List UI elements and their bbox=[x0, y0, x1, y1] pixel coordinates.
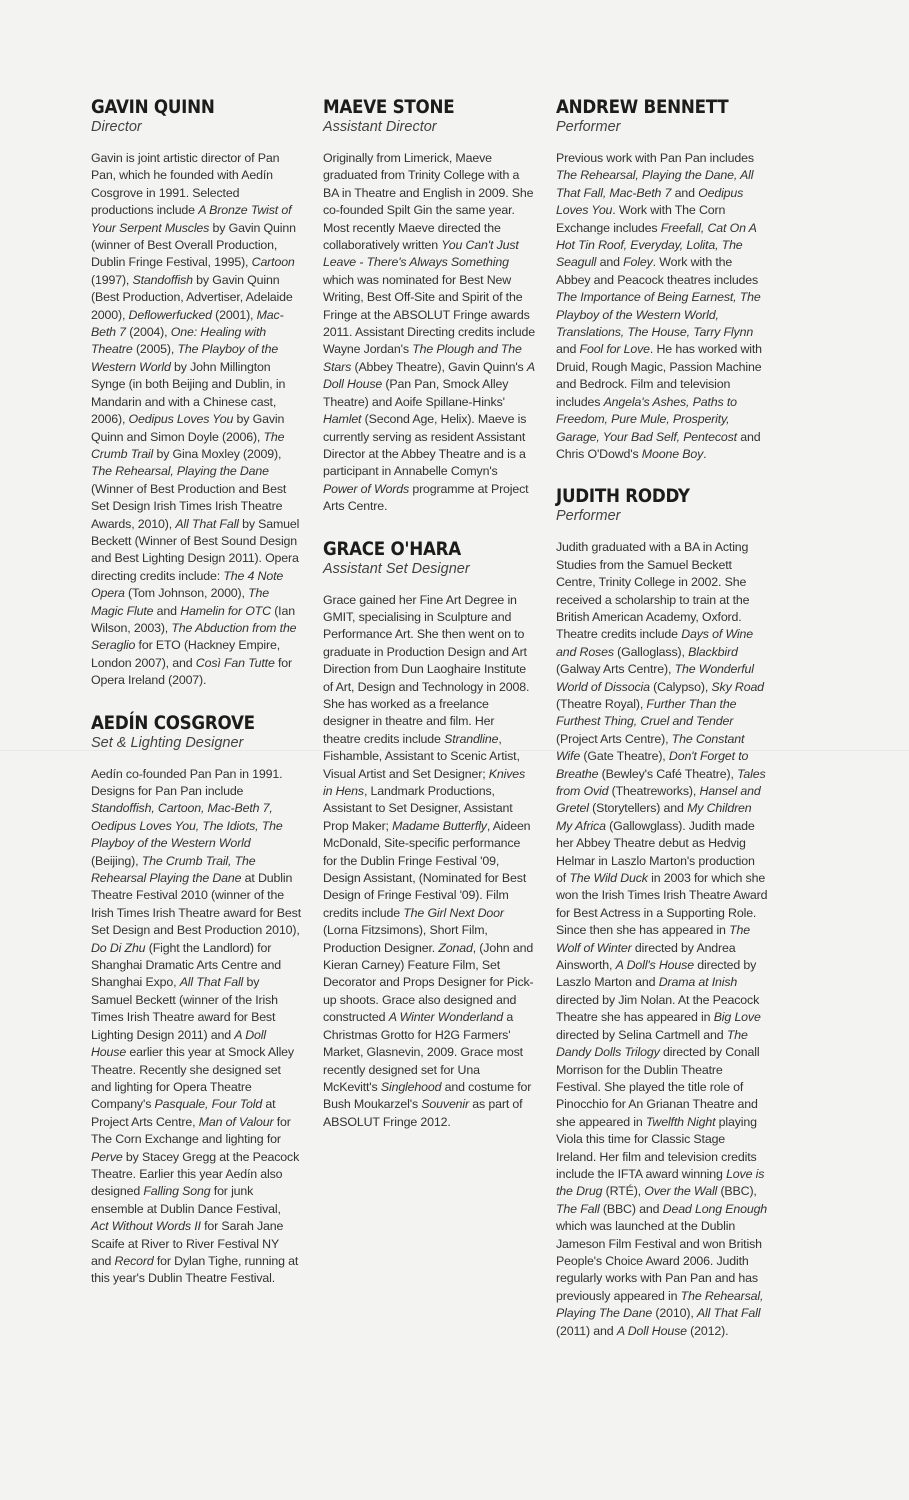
work-title: Twelfth Night bbox=[645, 1114, 716, 1129]
work-title: The Abduction from the Seraglio bbox=[91, 620, 297, 653]
work-title: Singlehood bbox=[380, 1079, 442, 1094]
work-title: Knives in Hens bbox=[323, 766, 526, 798]
bio-run: for The Corn Exchange and lighting for bbox=[91, 1114, 291, 1147]
work-title: The Rehearsal, Playing the Dane, All That Fall, Mac-Beth 7 bbox=[556, 168, 754, 200]
work-title: Così Fan Tutte bbox=[195, 655, 275, 670]
bio-run: as part of ABSOLUT Fringe 2012. bbox=[323, 1097, 523, 1129]
work-title: Further Than the Furthest Thing, Cruel and Tender bbox=[556, 696, 737, 729]
bio-run: directed by Laszlo Marton and bbox=[556, 958, 757, 990]
work-title: Standoffish bbox=[132, 272, 193, 287]
bio-run: directed by Conall Morrison for the Dublin Theatre Festival. She played the title role of Pinocchio for An Grianan Theatre and she appeared in bbox=[556, 1045, 760, 1129]
bio-run: , Fishamble, Assistant to Scenic Artist, Visual Artist and Set Designer; bbox=[323, 731, 520, 781]
bio-run: programme at Project Arts Centre. bbox=[323, 481, 529, 514]
work-title: Angela's Ashes, Paths to Freedom, Pure Mule, Prosperity, Garage, Your Bad Self, Pentecost bbox=[556, 394, 737, 444]
bio-run: (Beijing), bbox=[91, 853, 142, 868]
bio-run: Judith graduated with a BA in Acting Studies from the Samuel Beckett Centre, Trinity College in 2002. She received a scholarship to train at the British American Academy, Oxford. Theatre credits include bbox=[556, 540, 750, 642]
bio-run: by Stacey Gregg at the Peacock Theatre. Earlier this year Aedín also designed bbox=[91, 1149, 300, 1199]
bio-text bbox=[323, 150, 535, 516]
work-title: Deflowerfucked bbox=[128, 307, 212, 322]
bio-run: . bbox=[703, 446, 707, 461]
bio-run: (2012). bbox=[686, 1323, 729, 1338]
column-1 bbox=[91, 96, 301, 1310]
bio-run: by Gavin Quinn (winner of Best Overall Production, Dublin Fringe Festival, 1995), bbox=[91, 220, 296, 270]
bio-run: (2005), bbox=[132, 342, 178, 357]
work-title: The Fall bbox=[556, 1201, 600, 1216]
work-title: Freefall, Cat On A Hot Tin Roof, Everyday, Lolita, The Seagull bbox=[556, 220, 757, 270]
bio-run: (Fight the Landlord) for Shanghai Dramatic Arts Centre and Shanghai Expo, bbox=[91, 940, 281, 990]
person-role: Assistant Set Designer bbox=[323, 560, 470, 577]
bio-run: and bbox=[153, 603, 181, 618]
work-title: Big Love bbox=[713, 1010, 761, 1025]
work-title: Pasquale, Four Told bbox=[154, 1097, 263, 1112]
work-title: Sky Road bbox=[711, 679, 764, 694]
work-title: Standoffish, Cartoon, Mac-Beth 7, Oedipus Loves You, The Idiots, The Playboy of the Western World bbox=[91, 801, 283, 851]
work-title: A Bronze Twist of Your Serpent Muscles bbox=[91, 203, 292, 235]
work-title: A Doll House bbox=[323, 359, 535, 392]
bio-run: (1997), bbox=[91, 272, 133, 287]
bio-text bbox=[91, 766, 301, 1288]
bio-run: (Tom Johnson, 2000), bbox=[124, 586, 249, 601]
bio-run: earlier this year at Smock Alley Theatre. Recently she designed set and lighting for Opera Theatre Company's bbox=[91, 1045, 294, 1112]
bio-run: . Work with the Abbey and Peacock theatres includes bbox=[556, 255, 759, 287]
person-role: Director bbox=[91, 119, 142, 135]
person-role: Set & Lighting Designer bbox=[91, 734, 244, 751]
work-title: Days of Wine and Roses bbox=[556, 627, 753, 659]
bio-run: (Project Arts Centre), bbox=[556, 731, 672, 746]
bio-run: by John Millington Synge (in both Beijing and Dublin, in Mandarin and with a Chinese cast, 2006), bbox=[91, 359, 286, 427]
work-title: Man of Valour bbox=[198, 1114, 274, 1129]
bio-run: Grace gained her Fine Art Degree in GMIT, specialising in Sculpture and Performance Art. She then went on to graduate in Production Design and Art Direction from Dun Laoghaire Institute of Art, Design and Technology in 2008. She has worked as a freelance designer in theatre and film. Her theatre credits include bbox=[323, 592, 530, 746]
bio-run: by Samuel Beckett (winner of the Irish Times Irish Theatre award for Best Lighting Design 2011) and bbox=[91, 975, 278, 1042]
bio-run: Originally from Limerick, Maeve graduated from Trinity College with a BA in Theatre and English in 2009. She co-founded Spilt Gin the same year. Most recently Maeve directed the collaboratively written bbox=[323, 151, 534, 253]
work-title: Hamelin for OTC bbox=[180, 603, 271, 618]
bio-run: which was nominated for Best New Writing, Best Off-Site and Spirit of the Fringe at the ABSOLUT Fringe awards 2011. Assistant Directing credits include Wayne Jordan's bbox=[323, 272, 535, 357]
bio-run: Previous work with Pan Pan includes bbox=[556, 151, 754, 165]
work-title: The Dandy Dolls Trilogy bbox=[556, 1027, 748, 1060]
bio-run: which was launched at the Dublin Jameson Film Festival and won British People's Choice Award 2006. Judith regularly works with Pan Pan and has previously appeared in bbox=[556, 1219, 762, 1303]
bio-run: by Gina Moxley (2009), bbox=[153, 446, 282, 461]
person-name: GRACE O'HARA bbox=[323, 537, 461, 560]
bio-grace-ohara bbox=[323, 538, 535, 1132]
bio-run: (Gate Theatre), bbox=[580, 749, 669, 764]
bio-text bbox=[556, 539, 768, 1340]
work-title: The Playboy of the Western World bbox=[91, 342, 279, 374]
bio-run: (Storytellers) and bbox=[588, 801, 688, 816]
work-title: The Importance of Being Earnest, The Playboy of the Western World, Translations, The House, Tarry Flynn bbox=[556, 290, 761, 340]
work-title: The Wild Duck bbox=[569, 871, 648, 886]
bio-run: Gavin is joint artistic director of Pan Pan, which he founded with Aedín Cosgrove in 1991. Selected productions include bbox=[91, 151, 280, 218]
bio-run: (2004), bbox=[125, 325, 171, 340]
work-title: The Wonderful World of Dissocia bbox=[556, 662, 754, 694]
bio-run: for Sarah Jane Scaife at River to River Festival NY and bbox=[91, 1219, 284, 1268]
work-title: Oedipus Loves You bbox=[556, 185, 744, 218]
work-title: Oedipus Loves You bbox=[128, 412, 234, 427]
bio-run: (Galloglass), bbox=[613, 644, 689, 659]
bio-run: (BBC), bbox=[717, 1184, 757, 1199]
work-title: Over the Wall bbox=[644, 1184, 718, 1199]
work-title: The Magic Flute bbox=[91, 586, 270, 618]
work-title: Record bbox=[114, 1253, 154, 1268]
bio-run: and Chris O'Dowd's bbox=[556, 429, 761, 461]
bio-run: (Pan Pan, Smock Alley Theatre) and Aoife Spillane-Hinks' bbox=[323, 377, 509, 409]
work-title: Power of Words bbox=[323, 481, 410, 496]
work-title: Tales from Ovid bbox=[556, 766, 766, 798]
bio-run: and costume for Bush Moukarzel's bbox=[323, 1079, 532, 1112]
bio-run: for Opera Ireland (2007). bbox=[91, 655, 293, 688]
person-name: GAVIN QUINN bbox=[91, 96, 215, 118]
work-title: Madame Butterfly bbox=[392, 818, 487, 833]
work-title: The Rehearsal, Playing the Dane bbox=[91, 464, 269, 479]
work-title: Drama at Inish bbox=[658, 975, 738, 990]
bio-run: for Dylan Tighe, running at this year's Dublin Theatre Festival. bbox=[91, 1253, 299, 1286]
work-title: Foley bbox=[623, 255, 653, 270]
bio-run: (Ian Wilson, 2003), bbox=[91, 603, 295, 635]
work-title: Dead Long Enough bbox=[662, 1201, 768, 1216]
bio-run: (Theatre Royal), bbox=[556, 696, 647, 711]
person-role: Assistant Director bbox=[323, 119, 437, 135]
bio-run: (Gallowglass). Judith made her Abbey Theatre debut as Hedvig Helmar in Laszlo Marton's production of bbox=[556, 818, 755, 886]
work-title: Do Di Zhu bbox=[91, 940, 146, 955]
bio-run: (Abbey Theatre), Gavin Quinn's bbox=[351, 359, 527, 374]
work-title: Mac-Beth 7 bbox=[91, 307, 284, 340]
bio-run: directed by Andrea Ainsworth, bbox=[556, 940, 736, 973]
work-title: Cartoon bbox=[251, 255, 295, 270]
bio-run: (2011) and bbox=[556, 1323, 617, 1338]
bio-run: by Gavin Quinn and Simon Doyle (2006), bbox=[91, 412, 285, 444]
work-title: Zonad bbox=[438, 940, 473, 955]
bio-run: a Christmas Grotto for H2G Farmers' Market, Glasnevin, 2009. Grace most recently designed set for Una McKevitt's bbox=[323, 1010, 523, 1094]
work-title: Fool for Love bbox=[579, 342, 650, 357]
work-title: Love is the Drug bbox=[556, 1166, 765, 1199]
work-title: The 4 Note Opera bbox=[91, 568, 284, 601]
bio-run: playing Viola this time for Classic Stage Ireland. Her film and television credits include the IFTA award winning bbox=[556, 1114, 757, 1181]
bio-gavin-quinn bbox=[91, 96, 301, 690]
bio-run: at Project Arts Centre, bbox=[91, 1097, 276, 1129]
bio-run: (2001), bbox=[211, 307, 257, 322]
bio-run: (BBC) and bbox=[599, 1201, 663, 1216]
work-title: A Winter Wonderland bbox=[388, 1010, 504, 1025]
bio-run: for ETO (Hackney Empire, London 2007), and bbox=[91, 638, 281, 670]
work-title: Act Without Words II bbox=[91, 1219, 201, 1234]
bio-text bbox=[556, 150, 768, 463]
work-title: A Doll's House bbox=[615, 958, 694, 973]
bio-andrew-bennett bbox=[556, 96, 768, 463]
work-title: Moone Boy bbox=[641, 446, 704, 461]
person-name: AEDÍN COSGROVE bbox=[91, 711, 255, 734]
work-title: A Doll House bbox=[91, 1027, 266, 1060]
bio-run: at Dublin Theatre Festival 2010 (winner of the Irish Times Irish Theatre award for Best Set Design and Best Production 2010), bbox=[91, 871, 301, 938]
work-title: Hansel and Gretel bbox=[556, 784, 761, 816]
work-title: Don't Forget to Breathe bbox=[556, 749, 749, 781]
bio-run: (Bewley's Café Theatre), bbox=[598, 766, 738, 781]
bio-run: (Theatreworks), bbox=[608, 784, 700, 798]
bio-run: and bbox=[596, 255, 624, 270]
bio-maeve-stone bbox=[323, 96, 535, 516]
work-title: Souvenir bbox=[421, 1097, 469, 1112]
bio-aedin-cosgrove bbox=[91, 712, 301, 1288]
work-title: The Rehearsal, Playing The Dane bbox=[556, 1288, 764, 1321]
work-title: The Crumb Trail bbox=[91, 429, 285, 461]
bio-run: in 2003 for which she won the Irish Times Irish Theatre Award for Best Actress in a Supporting Role. Since then she has appeared in bbox=[556, 871, 768, 938]
bio-run: (Lorna Fitzsimons), Short Film, Production Designer. bbox=[323, 923, 488, 955]
work-title: A Doll House bbox=[616, 1323, 687, 1338]
work-title: The Plough and The Stars bbox=[323, 342, 522, 374]
work-title: Blackbird bbox=[688, 644, 738, 659]
bio-run: for junk ensemble at Dublin Dance Festival, bbox=[91, 1184, 281, 1216]
bio-run: and bbox=[556, 342, 580, 357]
column-2 bbox=[323, 96, 535, 1153]
work-title: Falling Song bbox=[143, 1184, 211, 1199]
bio-run: , Landmark Productions, Assistant to Set Designer, Assistant Prop Maker; bbox=[323, 784, 513, 833]
work-title: The Constant Wife bbox=[556, 731, 745, 764]
bio-run: and bbox=[671, 185, 699, 200]
bio-run: (Galway Arts Centre), bbox=[556, 662, 675, 677]
bio-judith-roddy bbox=[556, 485, 768, 1340]
person-role: Performer bbox=[556, 508, 621, 525]
work-title: My Children My Africa bbox=[556, 801, 752, 833]
person-name: MAEVE STONE bbox=[323, 96, 455, 118]
person-role: Performer bbox=[556, 119, 621, 135]
work-title: You Can't Just Leave - There's Always Something bbox=[323, 238, 519, 270]
work-title: One: Healing with Theatre bbox=[91, 325, 266, 357]
bio-run: , Aideen McDonald, Site-specific performance for the Dublin Fringe Festival '09, Design Assistant, (Nominated for Best Design of Fringe Festival '09). Film credits include bbox=[323, 818, 531, 920]
bio-run: Aedín co-founded Pan Pan in 1991. Designs for Pan Pan include bbox=[91, 766, 283, 798]
person-name: JUDITH RODDY bbox=[556, 485, 690, 508]
work-title: All That Fall bbox=[696, 1306, 761, 1321]
work-title: All That Fall bbox=[175, 516, 239, 531]
bio-run: (Winner of Best Production and Best Set Design Irish Times Irish Theatre Awards, 2010), bbox=[91, 481, 287, 531]
bio-run: directed by Jim Nolan. At the Peacock Theatre she has appeared in bbox=[556, 992, 760, 1025]
work-title: The Crumb Trail, The Rehearsal Playing the Dane bbox=[91, 853, 256, 886]
bio-text bbox=[323, 592, 535, 1132]
column-3 bbox=[556, 96, 768, 1362]
work-title: Hamlet bbox=[323, 412, 362, 427]
bio-run: , (John and Kieran Carney) Feature Film, Set Decorator and Props Designer for Pick-up shoots. Grace also designed and constructed bbox=[323, 940, 534, 1025]
work-title: Strandline bbox=[444, 731, 499, 746]
bio-run: directed by Selina Cartmell and bbox=[556, 1027, 727, 1042]
bio-run: (2010), bbox=[652, 1306, 697, 1321]
work-title: The Wolf of Winter bbox=[556, 923, 750, 955]
bio-run: . Work with The Corn Exchange includes bbox=[556, 203, 726, 235]
bio-run: (Second Age, Helix). Maeve is currently serving as resident Assistant Director at the Abbey Theatre and is a participant in Annabelle Comyn's bbox=[323, 412, 527, 479]
bio-run: (RTÉ), bbox=[602, 1184, 645, 1199]
bio-run: . He has worked with Druid, Rough Magic, Passion Machine and Bedrock. Film and television includes bbox=[556, 342, 762, 409]
bio-text bbox=[91, 150, 301, 690]
person-name: ANDREW BENNETT bbox=[556, 96, 729, 118]
work-title: All That Fall bbox=[179, 975, 244, 990]
work-title: The Girl Next Door bbox=[403, 905, 504, 920]
work-title: Perve bbox=[91, 1149, 123, 1164]
bio-run: by Gavin Quinn (Best Production, Advertiser, Adelaide 2000), bbox=[91, 272, 293, 322]
bio-run: (Calypso), bbox=[649, 679, 712, 694]
bio-run: by Samuel Beckett (Winner of Best Sound Design and Best Lighting Design 2011). Opera directing credits include: bbox=[91, 516, 300, 583]
